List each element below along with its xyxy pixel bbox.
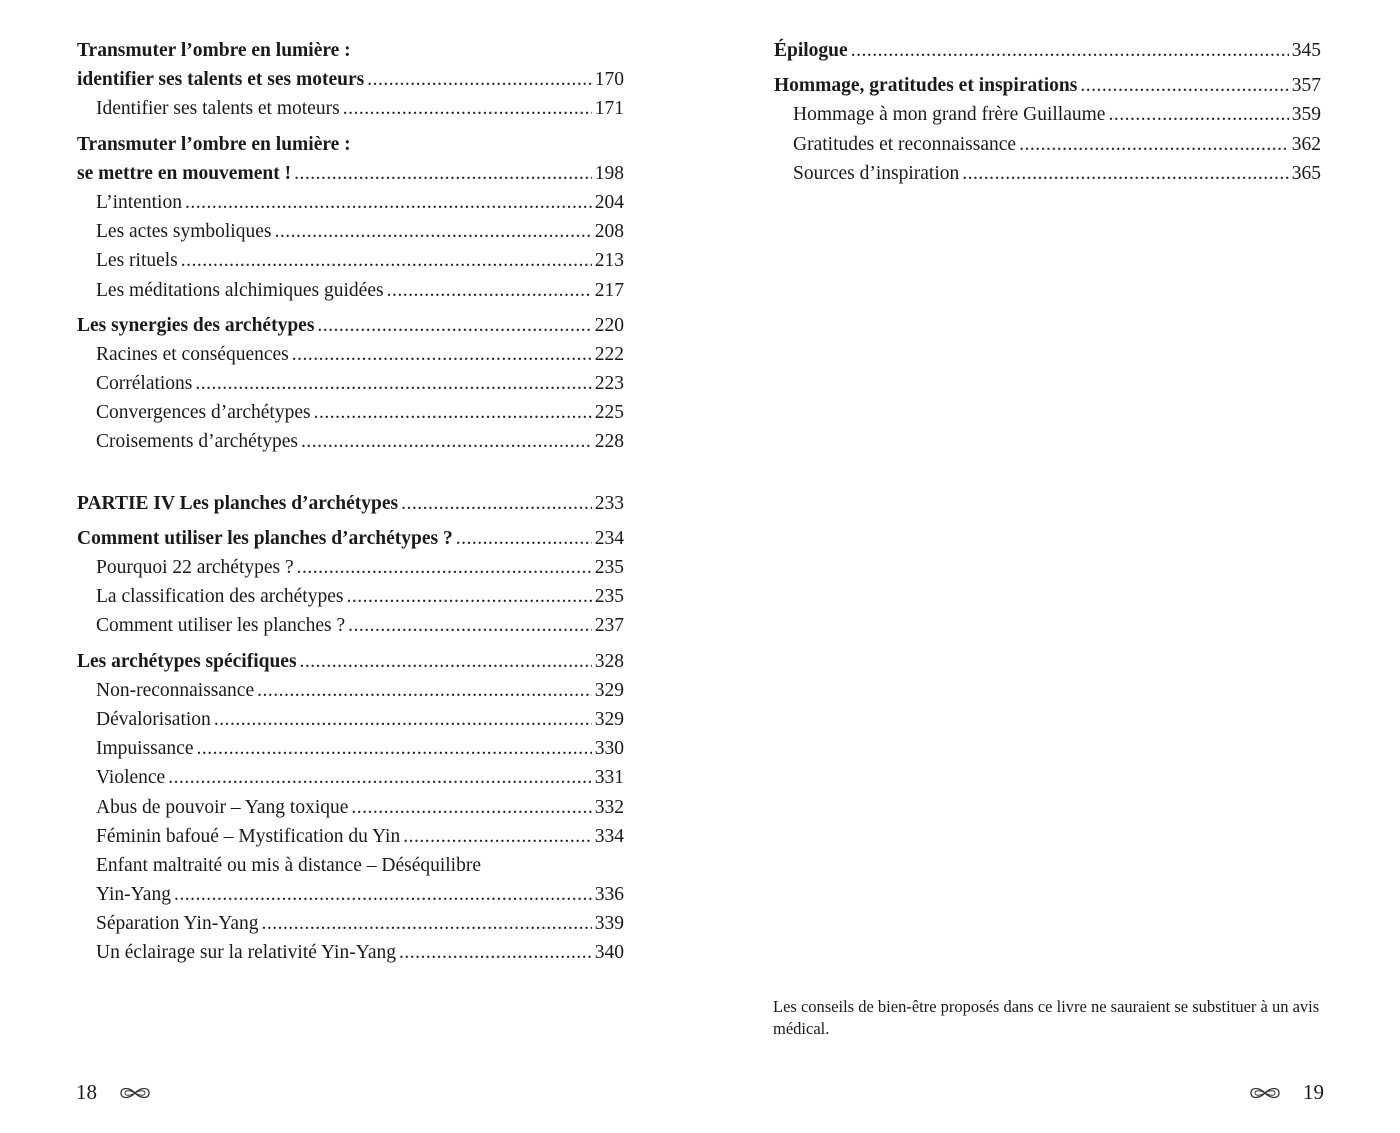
toc-entry-title: Abus de pouvoir – Yang toxique bbox=[96, 796, 349, 818]
toc-page-number: 334 bbox=[594, 825, 624, 847]
toc-entry-title: Comment utiliser les planches d’archétypes ? bbox=[77, 527, 453, 549]
dot-leader bbox=[214, 705, 592, 734]
toc-entry-title: Les rituels bbox=[96, 250, 178, 272]
dot-leader bbox=[294, 159, 592, 188]
dot-leader bbox=[195, 369, 591, 398]
toc-entry-title: Racines et conséquences bbox=[96, 343, 289, 365]
toc-entry-title: Gratitudes et reconnaissance bbox=[793, 133, 1017, 155]
toc-entry bbox=[77, 763, 624, 792]
toc-entry-title: se mettre en mouvement ! bbox=[77, 162, 292, 184]
page-number: 18 bbox=[76, 1080, 97, 1104]
toc-entry-title: identifier ses talents et ses moteurs bbox=[77, 69, 365, 91]
toc-page-number: 235 bbox=[594, 586, 624, 608]
dot-leader bbox=[348, 611, 592, 640]
dot-leader bbox=[403, 822, 592, 851]
toc-page-number: 225 bbox=[594, 402, 624, 424]
toc-page-number: 208 bbox=[594, 221, 624, 243]
dot-leader bbox=[257, 676, 592, 705]
toc-entry-title: Transmuter l’ombre en lumière : bbox=[77, 133, 351, 155]
toc-page-number: 223 bbox=[594, 373, 624, 395]
toc-entry bbox=[77, 676, 624, 705]
dot-leader bbox=[185, 188, 592, 217]
toc-entry-title: Non-reconnaissance bbox=[96, 679, 255, 701]
dot-leader bbox=[297, 553, 592, 582]
toc-page-number: 365 bbox=[1291, 162, 1321, 184]
toc-entry-title: Impuissance bbox=[96, 738, 194, 760]
dot-leader bbox=[181, 246, 592, 275]
dot-leader bbox=[292, 340, 592, 369]
toc-entry-title: Violence bbox=[96, 767, 166, 789]
toc-entry-title: La classification des archétypes bbox=[96, 586, 344, 608]
medical-disclaimer: Les conseils de bien-être proposés dans ce livre ne sauraient se substituer à un avis médical. bbox=[773, 997, 1320, 1038]
toc-page-number: 331 bbox=[594, 767, 624, 789]
toc-heading bbox=[77, 647, 624, 676]
toc-page-number: 359 bbox=[1291, 104, 1321, 126]
toc-page-number: 345 bbox=[1291, 40, 1321, 61]
dot-leader bbox=[314, 398, 592, 427]
toc-entry bbox=[77, 246, 624, 275]
page-number: 19 bbox=[1303, 1080, 1324, 1104]
toc-page-number: 235 bbox=[594, 557, 624, 578]
toc-heading bbox=[774, 36, 1321, 65]
toc-entry bbox=[77, 705, 624, 734]
toc-entry bbox=[774, 130, 1321, 159]
toc-entry bbox=[77, 909, 624, 938]
toc-page-number: 204 bbox=[594, 191, 624, 213]
left-folio bbox=[76, 1080, 151, 1105]
dot-leader bbox=[456, 524, 592, 553]
toc-entry bbox=[774, 100, 1321, 129]
toc-entry bbox=[77, 398, 624, 427]
toc-heading bbox=[77, 311, 624, 340]
toc-heading bbox=[77, 36, 624, 65]
toc-page-number: 237 bbox=[594, 615, 624, 637]
toc-page-number: 220 bbox=[594, 314, 624, 336]
toc-entry-title: Séparation Yin-Yang bbox=[96, 913, 259, 935]
knot-ornament-icon bbox=[1249, 1085, 1281, 1101]
toc-entry-title: Un éclairage sur la relativité Yin-Yang bbox=[96, 942, 396, 964]
dot-leader bbox=[351, 793, 591, 822]
toc-entry-title: Les synergies des archétypes bbox=[77, 314, 315, 336]
dot-leader bbox=[300, 647, 592, 676]
dot-leader bbox=[317, 311, 591, 340]
toc-entry bbox=[77, 276, 624, 305]
toc-entry bbox=[77, 369, 624, 398]
toc-page-number: 234 bbox=[594, 527, 624, 549]
toc-page-number: 329 bbox=[594, 708, 624, 730]
toc-entry bbox=[774, 159, 1321, 188]
toc-entry-title: Hommage, gratitudes et inspirations bbox=[774, 75, 1078, 97]
dot-leader bbox=[401, 489, 592, 518]
toc-entry-title: PARTIE IV Les planches d’archétypes bbox=[77, 492, 399, 514]
toc-page-number: 340 bbox=[594, 942, 624, 964]
toc-entry bbox=[77, 582, 624, 611]
toc-heading bbox=[77, 159, 624, 188]
dot-leader bbox=[387, 276, 592, 305]
toc-entry-title: Sources d’inspiration bbox=[793, 162, 960, 184]
toc-page-number: 222 bbox=[594, 343, 624, 365]
toc-heading bbox=[77, 489, 624, 518]
toc-entry bbox=[77, 427, 624, 456]
dot-leader bbox=[367, 65, 592, 94]
toc-entry bbox=[77, 822, 624, 851]
right-page bbox=[700, 0, 1400, 1133]
toc-entry bbox=[77, 734, 624, 763]
toc-entry-title: Épilogue bbox=[774, 40, 848, 61]
dot-leader bbox=[174, 880, 592, 909]
dot-leader bbox=[399, 938, 592, 967]
toc-page-number: 357 bbox=[1291, 75, 1321, 97]
toc-entry-title: L’intention bbox=[96, 191, 182, 213]
toc-entry bbox=[77, 94, 624, 123]
toc-entry-title: Yin-Yang bbox=[96, 884, 171, 906]
dot-leader bbox=[274, 217, 591, 246]
toc-entry bbox=[77, 880, 624, 909]
dot-leader bbox=[1019, 130, 1289, 159]
toc-page-number: 330 bbox=[594, 738, 624, 760]
dot-leader bbox=[1108, 100, 1288, 129]
toc-heading bbox=[77, 65, 624, 94]
toc-entry-title: Pourquoi 22 archétypes ? bbox=[96, 557, 294, 578]
dot-leader bbox=[962, 159, 1288, 188]
toc-page-number: 171 bbox=[594, 98, 624, 120]
dot-leader bbox=[262, 909, 592, 938]
toc-entry-title: Comment utiliser les planches ? bbox=[96, 615, 346, 637]
toc-entry-title: Les actes symboliques bbox=[96, 221, 272, 243]
toc-entry-title: Hommage à mon grand frère Guillaume bbox=[793, 104, 1106, 126]
toc-page-number: 332 bbox=[594, 796, 624, 818]
toc-page-number: 329 bbox=[594, 679, 624, 701]
toc-entry-title: Les archétypes spécifiques bbox=[77, 650, 297, 672]
toc-page-number: 170 bbox=[594, 69, 624, 91]
toc-entry bbox=[77, 938, 624, 967]
dot-leader bbox=[346, 582, 591, 611]
toc-page-number: 328 bbox=[594, 650, 624, 672]
toc-entry bbox=[77, 340, 624, 369]
toc-entry-title: Corrélations bbox=[96, 373, 193, 395]
dot-leader bbox=[343, 94, 592, 123]
dot-leader bbox=[168, 763, 592, 792]
toc-entry bbox=[77, 851, 624, 880]
toc-heading bbox=[77, 524, 624, 553]
right-toc bbox=[774, 36, 1321, 188]
dot-leader bbox=[196, 734, 591, 763]
toc-page-number: 362 bbox=[1291, 133, 1321, 155]
toc-entry-title: Les méditations alchimiques guidées bbox=[96, 279, 384, 301]
toc-entry-title: Croisements d’archétypes bbox=[96, 431, 298, 453]
toc-entry-title: Transmuter l’ombre en lumière : bbox=[77, 40, 351, 61]
left-toc bbox=[77, 36, 624, 968]
knot-ornament-icon bbox=[119, 1085, 151, 1101]
toc-page-number: 233 bbox=[594, 492, 624, 514]
toc-entry-title: Dévalorisation bbox=[96, 708, 211, 730]
dot-leader bbox=[851, 36, 1289, 65]
toc-entry bbox=[77, 188, 624, 217]
dot-leader bbox=[1080, 71, 1288, 100]
toc-page-number: 217 bbox=[594, 279, 624, 301]
dot-leader bbox=[301, 427, 592, 456]
toc-page-number: 336 bbox=[594, 884, 624, 906]
toc-page-number: 198 bbox=[594, 162, 624, 184]
toc-page-number: 339 bbox=[594, 913, 624, 935]
toc-entry bbox=[77, 793, 624, 822]
toc-page-number: 228 bbox=[594, 431, 624, 453]
toc-entry bbox=[77, 611, 624, 640]
toc-entry-title: Féminin bafoué – Mystification du Yin bbox=[96, 825, 401, 847]
toc-heading bbox=[77, 130, 624, 159]
toc-entry bbox=[77, 553, 624, 582]
toc-entry-title: Enfant maltraité ou mis à distance – Déséquilibre bbox=[96, 854, 482, 876]
toc-heading bbox=[774, 71, 1321, 100]
toc-entry-title: Identifier ses talents et moteurs bbox=[96, 98, 340, 120]
toc-entry bbox=[77, 217, 624, 246]
toc-page-number: 213 bbox=[594, 250, 624, 272]
right-folio bbox=[1249, 1080, 1324, 1105]
toc-entry-title: Convergences d’archétypes bbox=[96, 402, 311, 424]
